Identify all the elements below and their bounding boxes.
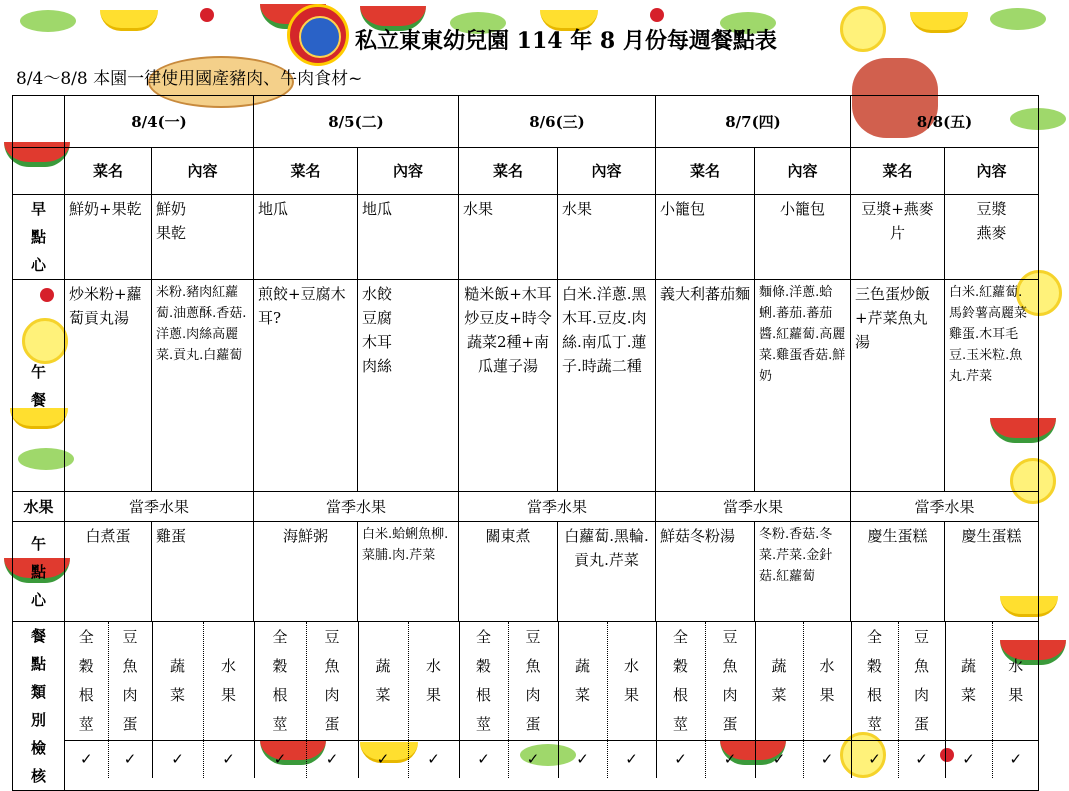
category-protein: 豆魚肉蛋	[306, 622, 358, 740]
category-fruit: 水果	[203, 622, 254, 740]
check-icon: ✓	[408, 740, 459, 778]
category-protein: 豆魚肉蛋	[898, 622, 945, 740]
meal-label-lunch: 午餐	[13, 280, 65, 492]
page-subtitle: 8/4～8/8 本園一律使用國產豬肉、牛肉食材~	[16, 69, 363, 89]
check-grid-cell	[65, 622, 1039, 791]
category-row	[65, 622, 1039, 740]
lunch-content: 白米.紅蘿蔔.馬鈴薯高麗菜雞蛋.木耳毛豆.玉米粒.魚丸.芹菜	[945, 280, 1039, 492]
day-header: 8/5(二)	[254, 96, 459, 148]
snack-dish: 白煮蛋	[65, 522, 152, 622]
category-protein: 豆魚肉蛋	[508, 622, 558, 740]
lunch-content: 白米.洋蔥.黑木耳.豆皮.肉絲.南瓜丁.蓮子.時蔬二種	[558, 280, 656, 492]
category-grains: 全穀根莖	[656, 622, 705, 740]
breakfast-content: 地瓜	[358, 195, 459, 280]
column-header-row	[13, 148, 1039, 195]
check-icon: ✓	[898, 740, 945, 778]
check-icon: ✓	[656, 740, 705, 778]
breakfast-content: 小籠包	[755, 195, 851, 280]
category-fruit: 水果	[1008, 656, 1024, 704]
check-icon: ✓	[254, 740, 306, 778]
check-icon: ✓	[558, 740, 607, 778]
category-protein: 豆魚肉蛋	[705, 622, 755, 740]
fruit-cell: 當季水果	[254, 492, 459, 522]
category-vegetable: 蔬菜	[152, 622, 203, 740]
breakfast-content: 鮮奶 果乾	[152, 195, 254, 280]
category-vegetable: 蔬菜	[558, 622, 607, 740]
check-grid	[65, 622, 1039, 778]
check-icon: ✓	[803, 740, 851, 778]
day-header-row	[13, 96, 1039, 148]
dish-header: 菜名	[656, 148, 755, 195]
content-header: 內容	[558, 148, 656, 195]
check-icon: ✓	[755, 740, 803, 778]
dish-header: 菜名	[851, 148, 945, 195]
snack-dish: 鮮菇冬粉湯	[656, 522, 755, 622]
snack-dish: 慶生蛋糕	[851, 522, 945, 622]
fruit-cell: 當季水果	[851, 492, 1039, 522]
category-vegetable: 蔬菜	[945, 622, 992, 740]
check-icon: ✓	[851, 740, 898, 778]
lunch-dish: 三色蛋炒飯+芹菜魚丸湯	[851, 280, 945, 492]
fruit-cell: 當季水果	[459, 492, 656, 522]
category-fruit: 水果	[803, 622, 851, 740]
check-icon: ✓	[607, 740, 656, 778]
lunch-dish: 義大利蕃茄麵	[656, 280, 755, 492]
category-fruit: 水果	[408, 622, 459, 740]
check-icon: ✓	[65, 740, 108, 778]
content-header: 內容	[152, 148, 254, 195]
category-grains: 全穀根莖	[459, 622, 508, 740]
snack-content: 冬粉.香菇.冬菜.芹菜.金針菇.紅蘿蔔	[755, 522, 851, 622]
lunch-dish: 糙米飯+木耳炒豆皮+時令蔬菜2種+南瓜蓮子湯	[459, 280, 558, 492]
day-header: 8/8(五)	[851, 96, 1039, 148]
meal-label-snack: 午點心	[13, 522, 65, 622]
checkmark-row	[65, 740, 1039, 778]
check-icon: ✓	[992, 740, 1039, 778]
meal-label-check: 餐點類別檢核	[13, 622, 65, 791]
category-vegetable: 蔬菜	[755, 622, 803, 740]
lunch-dish: 煎餃+豆腐木耳?	[254, 280, 358, 492]
snack-row	[13, 522, 1039, 622]
content-header: 內容	[358, 148, 459, 195]
check-icon: ✓	[508, 740, 558, 778]
lunch-content: 水餃 豆腐 木耳 肉絲	[358, 280, 459, 492]
breakfast-content: 水果	[558, 195, 656, 280]
day-header: 8/7(四)	[656, 96, 851, 148]
check-icon: ✓	[945, 740, 992, 778]
check-icon: ✓	[203, 740, 254, 778]
check-icon: ✓	[459, 740, 508, 778]
fruit-cell: 當季水果	[65, 492, 254, 522]
fruit-cell: 當季水果	[656, 492, 851, 522]
check-icon: ✓	[705, 740, 755, 778]
weekly-meal-table	[12, 95, 1039, 791]
lunch-content: 米粉.豬肉紅蘿蔔.油蔥酥.香菇.洋蔥.肉絲高麗菜.貢丸.白蘿蔔	[152, 280, 254, 492]
snack-dish: 海鮮粥	[254, 522, 358, 622]
lunch-content: 麵條.洋蔥.蛤蜊.蕃茄.蕃茄醬.紅蘿蔔.高麗菜.雞蛋香菇.鮮奶	[755, 280, 851, 492]
category-fruit: 水果	[607, 622, 656, 740]
breakfast-dish: 地瓜	[254, 195, 358, 280]
lunch-dish: 炒米粉+蘿蔔貢丸湯	[65, 280, 152, 492]
lunch-row	[13, 280, 1039, 492]
school-logo	[287, 4, 349, 66]
snack-content: 雞蛋	[152, 522, 254, 622]
check-icon: ✓	[108, 740, 152, 778]
meal-label-fruit: 水果	[13, 492, 65, 522]
category-grains: 全穀根莖	[65, 622, 108, 740]
meal-label-breakfast: 早點心	[13, 195, 65, 280]
breakfast-row	[13, 195, 1039, 280]
category-grains: 全穀根莖	[254, 622, 306, 740]
page-title: 私立東東幼兒園 114 年 8 月份每週餐點表	[355, 28, 777, 54]
content-header: 內容	[755, 148, 851, 195]
breakfast-dish: 水果	[459, 195, 558, 280]
check-icon: ✓	[152, 740, 203, 778]
fruit-row	[13, 492, 1039, 522]
breakfast-dish: 豆漿+燕麥片	[851, 195, 945, 280]
corner-cell	[13, 96, 65, 148]
category-grains: 全穀根莖	[851, 622, 898, 740]
check-icon: ✓	[358, 740, 408, 778]
check-icon: ✓	[306, 740, 358, 778]
snack-content: 白蘿蔔.黑輪.貢丸.芹菜	[558, 522, 656, 622]
category-vegetable: 蔬菜	[358, 622, 408, 740]
day-header: 8/4(一)	[65, 96, 254, 148]
corner-cell	[13, 148, 65, 195]
dish-header: 菜名	[254, 148, 358, 195]
day-header: 8/6(三)	[459, 96, 656, 148]
breakfast-dish: 小籠包	[656, 195, 755, 280]
dish-header: 菜名	[459, 148, 558, 195]
content-header: 內容	[945, 148, 1039, 195]
snack-content: 白米.蛤蜊魚柳.菜脯.肉.芹菜	[358, 522, 459, 622]
check-row	[13, 622, 1039, 791]
breakfast-content: 豆漿 燕麥	[945, 195, 1039, 280]
snack-dish: 關東煮	[459, 522, 558, 622]
category-protein: 豆魚肉蛋	[108, 622, 152, 740]
breakfast-dish: 鮮奶+果乾	[65, 195, 152, 280]
dish-header: 菜名	[65, 148, 152, 195]
snack-content: 慶生蛋糕	[945, 522, 1039, 622]
